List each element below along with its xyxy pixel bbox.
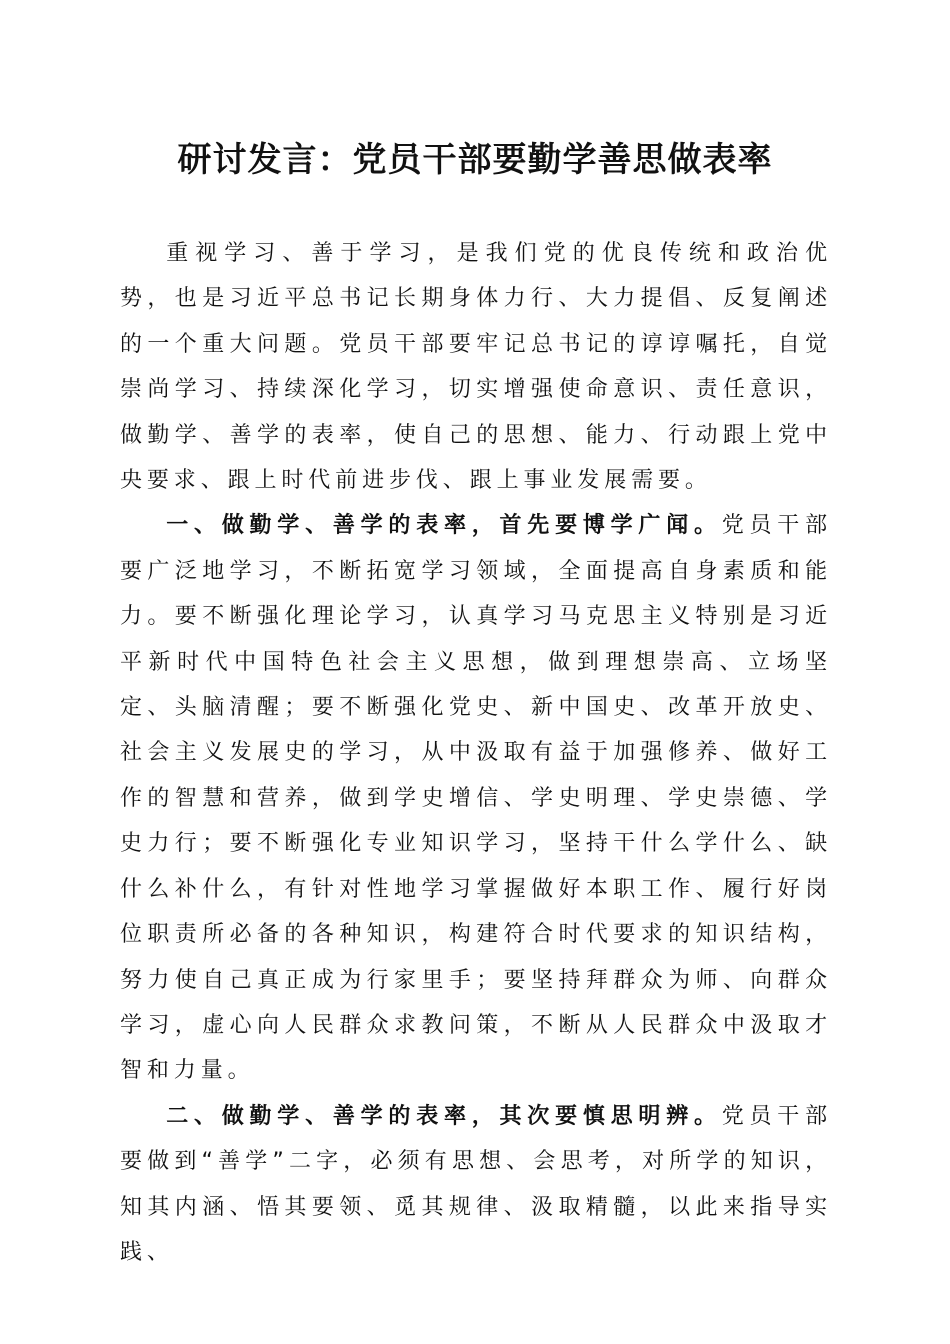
paragraph-lead: 二、做勤学、善学的表率，其次要慎思明辨。	[166, 1103, 722, 1129]
paragraph-section-2	[120, 1094, 832, 1276]
paragraph-section-1	[120, 503, 832, 1093]
paragraph-text: 党员干部要广泛地学习，不断拓宽学习领域，全面提高自身素质和能力。要不断强化理论学习，认真学习马克思主义特别是习近平新时代中国特色社会主义思想，做到理想崇高、立场坚定、头脑清醒；要不断强化党史、新中国史、改革开放史、社会主义发展史的学习，从中汲取有益于加强修养、做好工作的智慧和营养，做到学史增信、学史明理、学史崇德、学史力行；要不断强化专业知识学习，坚持干什么学什么、缺什么补什么，有针对性地学习掌握做好本职工作、履行好岗位职责所必备的各种知识，构建符合时代要求的知识结构，努力使自己真正成为行家里手；要坚持拜群众为师、向群众学习，虚心向人民群众求教问策，不断从人民群众中汲取才智和力量。	[120, 513, 832, 1084]
document-body	[120, 231, 832, 1275]
paragraph-lead: 一、做勤学、善学的表率，首先要博学广闻。	[166, 513, 722, 539]
paragraph-text: 重视学习、善于学习，是我们党的优良传统和政治优势，也是习近平总书记长期身体力行、大力提倡、反复阐述的一个重大问题。党员干部要牢记总书记的谆谆嘱托，自觉崇尚学习、持续深化学习，切实增强使命意识、责任意识，做勤学、善学的表率，使自己的思想、能力、行动跟上党中央要求、跟上时代前进步伐、跟上事业发展需要。	[120, 241, 832, 494]
document-title: 研讨发言：党员干部要勤学善思做表率	[177, 140, 773, 180]
paragraph-text: 党员干部要做到“善学”二字，必须有思想、会思考，对所学的知识，知其内涵、悟其要领、觅其规律、汲取精髓，以此来指导实践、	[120, 1103, 832, 1265]
paragraph-intro	[120, 231, 832, 503]
